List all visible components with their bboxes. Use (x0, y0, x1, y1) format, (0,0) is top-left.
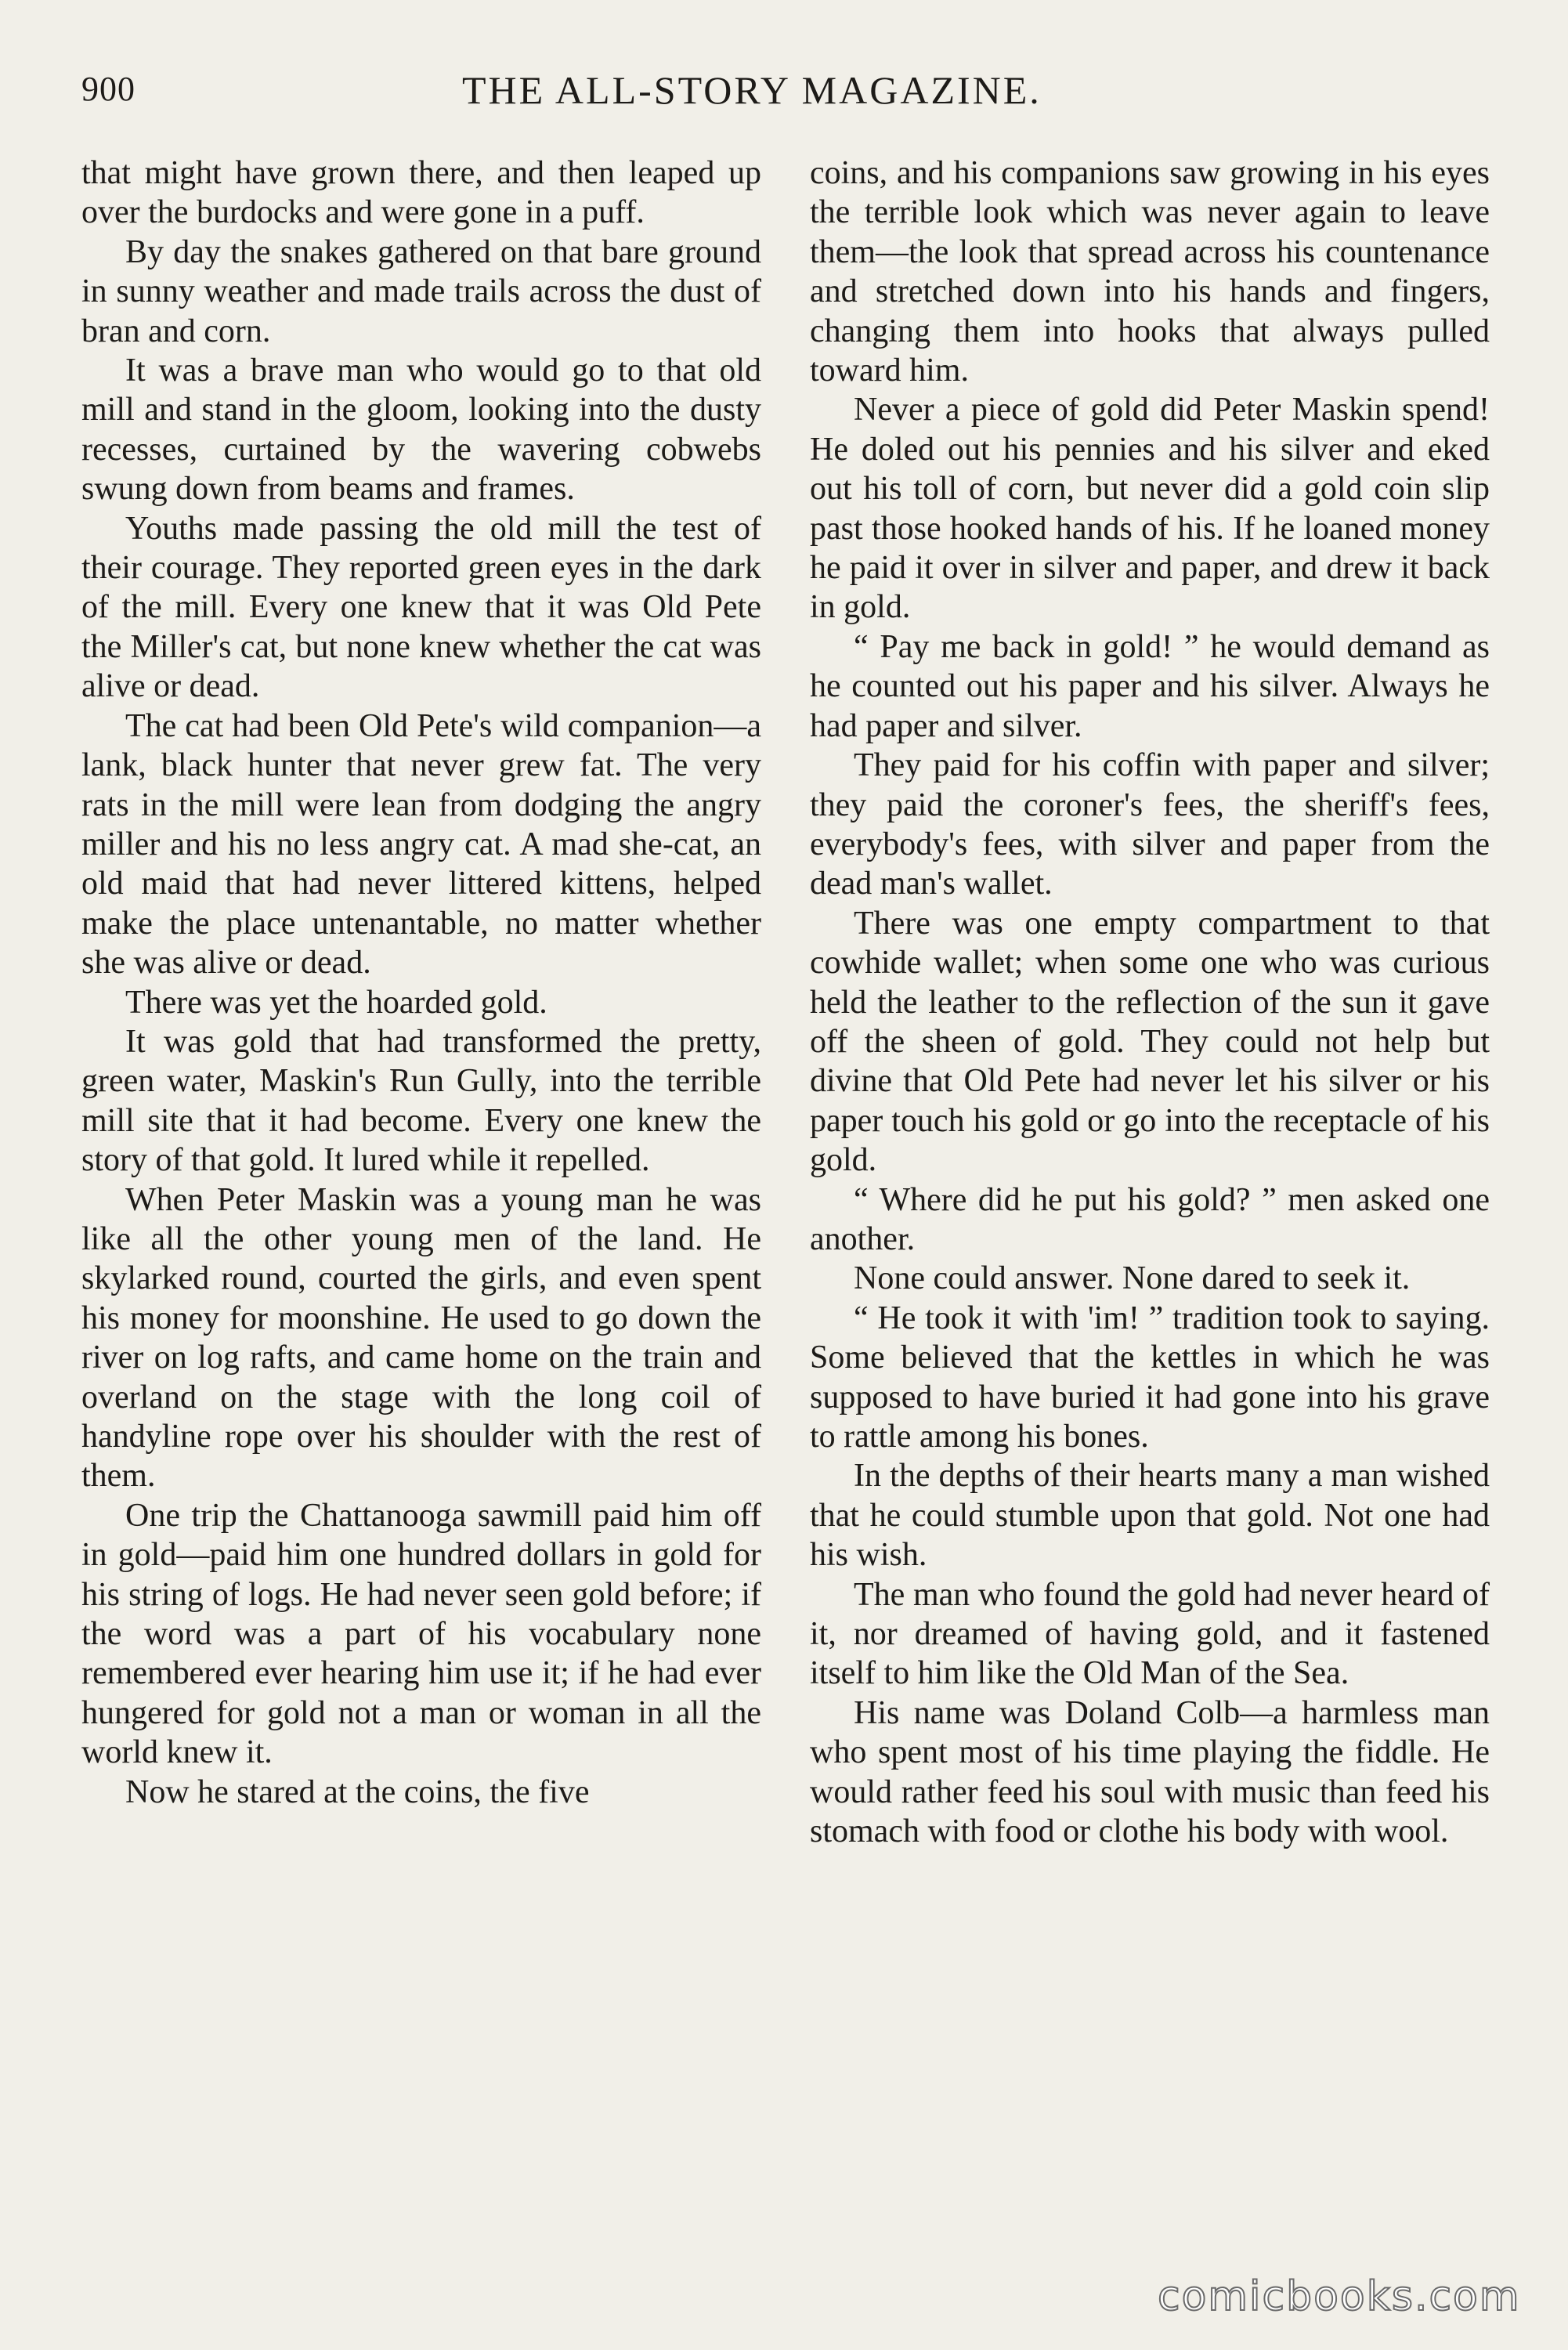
paragraph: It was gold that had transformed the pretty, green water, Maskin's Run Gully, into the terrible mill site that it had become. Every one knew the story of that gold. It lured while it repelled. (81, 1023, 761, 1179)
paragraph: “ Where did he put his gold? ” men asked one another. (810, 1181, 1490, 1257)
paragraph: Never a piece of gold did Peter Maskin spend! He doled out his pennies and his silver and eked out his toll of corn, but never did a gold coin slip past those hooked hands of his. If he loaned money he paid it over in silver and paper, and drew it back in gold. (810, 392, 1490, 626)
paragraph: There was one empty compartment to that cowhide wallet; when some one who was curious held the leather to the reflection of the sun it gave off the sheen of gold. They could not help but divine that Old Pete had never let his silver or his paper touch his gold or go into the receptacle of his gold. (810, 905, 1490, 1179)
paragraph: There was yet the hoarded gold. (125, 984, 547, 1021)
paragraph: “ Pay me back in gold! ” he would demand as he counted out his paper and his silver. Always he had paper and silver. (810, 628, 1490, 744)
paragraph: None could answer. None dared to seek it. (854, 1260, 1411, 1297)
paragraph: They paid for his coffin with paper and silver; they paid the coroner's fees, the sheriff's fees, everybody's fees, with silver and paper from the dead man's wallet. (810, 747, 1490, 902)
right-column (810, 154, 1490, 1851)
watermark-logo: comicbooks.com (1158, 2273, 1521, 2320)
paragraph: that might have grown there, and then leaped up over the burdocks and were gone in a puff. (81, 155, 761, 231)
paragraph: One trip the Chattanooga sawmill paid him off in gold—paid him one hundred dollars in gold for his string of logs. He had never seen gold before; if the word was a part of his vocabulary none remembered ever hearing him use it; if he had ever hungered for gold not a man or woman in all the world knew it. (81, 1497, 761, 1771)
paragraph: His name was Doland Colb—a harmless man who spent most of his time playing the fiddle. He would rather feed his soul with music than feed his stomach with food or clothe his body with wool. (810, 1694, 1490, 1850)
paragraph: Youths made passing the old mill the test of their courage. They reported green eyes in the dark of the mill. Every one knew that it was Old Pete the Miller's cat, but none knew whether the cat was alive or dead. (81, 510, 761, 705)
paragraph: When Peter Maskin was a young man he was like all the other young men of the land. He skylarked round, courted the girls, and even spent his money for moonshine. He used to go down the river on log rafts, and came home on the train and overland on the stage with the long coil of handyline rope over his shoulder with the rest of them. (81, 1181, 761, 1495)
paragraph: “ He took it with 'im! ” tradition took to saying. Some believed that the kettles in which he was supposed to have buried it had gone into his grave to rattle among his bones. (810, 1300, 1490, 1455)
paragraph: It was a brave man who would go to that old mill and stand in the gloom, looking into the dusty recesses, curtained by the wavering cobwebs swung down from beams and frames. (81, 352, 761, 508)
paragraph: The cat had been Old Pete's wild companion—a lank, black hunter that never grew fat. The very rats in the mill were lean from dodging the angry miller and his no less angry cat. A mad she-cat, an old maid that had never littered kittens, helped make the place untenantable, no matter whether she was alive or dead. (81, 707, 761, 982)
left-column (81, 154, 761, 1812)
paragraph: coins, and his companions saw growing in his eyes the terrible look which was never again to leave them—the look that spread across his countenance and stretched down into his hands and fingers, changing them into hooks that always pulled toward him. (810, 155, 1490, 389)
paragraph: By day the snakes gathered on that bare ground in sunny weather and made trails across the dust of bran and corn. (81, 233, 761, 349)
paragraph: In the depths of their hearts many a man wished that he could stumble upon that gold. Not one had his wish. (810, 1458, 1490, 1574)
running-head-title: THE ALL-STORY MAGAZINE. (462, 68, 1042, 112)
paragraph: The man who found the gold had never heard of it, nor dreamed of having gold, and it fastened itself to him like the Old Man of the Sea. (810, 1576, 1490, 1692)
page-number: 900 (81, 70, 135, 108)
paragraph: Now he stared at the coins, the five (125, 1773, 590, 1810)
